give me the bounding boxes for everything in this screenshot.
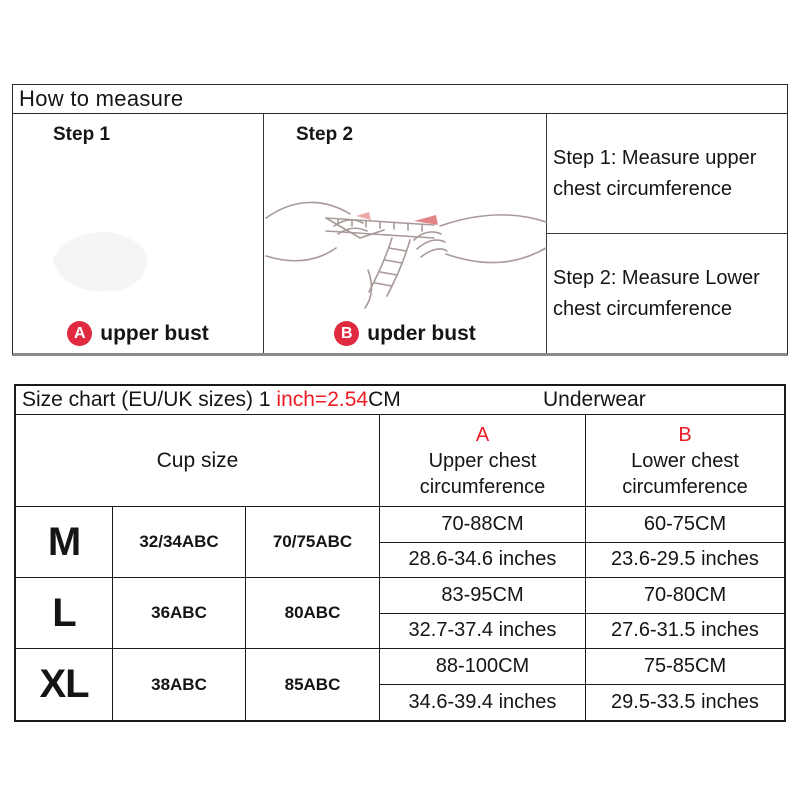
size-label: M xyxy=(16,507,113,577)
step1-label: Step 1 xyxy=(53,124,111,145)
upper-chest-cm: 70-88CM xyxy=(380,507,585,543)
table-row-m xyxy=(16,506,784,577)
size-chart-title xyxy=(16,386,784,415)
badge-b-icon: B xyxy=(334,321,359,346)
lower-chest-inches: 29.5-33.5 inches xyxy=(611,691,759,713)
lower-chest-values xyxy=(586,649,784,720)
upper-bust-text: upper bust xyxy=(100,321,209,345)
eu-size: 70/75ABC xyxy=(246,507,380,577)
section-title: How to measure xyxy=(13,85,787,114)
step2-panel xyxy=(264,114,547,353)
eu-size: 80ABC xyxy=(246,578,380,648)
column-b-letter: B xyxy=(678,423,692,446)
lower-chest-cm: 60-75CM xyxy=(586,507,784,543)
title-prefix: Size chart (EU/UK sizes) 1 xyxy=(22,388,277,411)
size-label: XL xyxy=(16,649,113,720)
cup-size-header: Cup size xyxy=(16,415,380,506)
faded-illustration xyxy=(43,209,163,299)
column-a-label: Upper chest circumference xyxy=(419,449,546,498)
step2-label: Step 2 xyxy=(296,124,354,145)
how-to-measure-section xyxy=(12,84,788,356)
lower-chest-values xyxy=(586,578,784,648)
table-row-xl xyxy=(16,648,784,720)
under-bust-caption xyxy=(264,321,546,346)
step1-instruction: Step 1: Measure upper chest circumference xyxy=(547,114,787,234)
lower-chest-inches: 23.6-29.5 inches xyxy=(611,548,759,571)
eu-size: 85ABC xyxy=(246,649,380,720)
lower-chest-header xyxy=(586,415,784,506)
step1-panel xyxy=(13,114,264,353)
upper-bust-caption xyxy=(13,321,263,346)
title-suffix: CM xyxy=(368,388,401,411)
step2-instruction: Step 2: Measure Lower chest circumference xyxy=(553,266,760,320)
upper-chest-cm: 83-95CM xyxy=(380,578,585,614)
upper-chest-cm: 88-100CM xyxy=(380,649,585,685)
lower-chest-cm: 75-85CM xyxy=(586,649,784,685)
upper-chest-header xyxy=(380,415,586,506)
lower-chest-values xyxy=(586,507,784,577)
upper-chest-values xyxy=(380,578,586,648)
uk-size: 32/34ABC xyxy=(113,507,246,577)
lower-chest-inches: 27.6-31.5 inches xyxy=(611,619,759,642)
upper-chest-inches: 32.7-37.4 inches xyxy=(408,619,557,642)
title-conversion: inch=2.54 xyxy=(276,388,369,411)
badge-a-icon: A xyxy=(67,321,92,346)
column-a-letter: A xyxy=(475,423,490,446)
uk-size: 38ABC xyxy=(113,649,246,720)
instructions-panel xyxy=(547,114,787,353)
column-header-row xyxy=(16,415,784,506)
size-label: L xyxy=(16,578,113,648)
uk-size: 36ABC xyxy=(113,578,246,648)
underwear-label: Underwear xyxy=(543,388,646,411)
tape-measure-illustration xyxy=(264,172,547,312)
column-b-label: Lower chest circumference xyxy=(622,449,748,498)
table-row-l xyxy=(16,577,784,648)
size-chart-table xyxy=(14,384,786,722)
upper-chest-values xyxy=(380,649,586,720)
upper-chest-inches: 34.6-39.4 inches xyxy=(408,691,557,713)
upper-chest-inches: 28.6-34.6 inches xyxy=(408,548,557,571)
measure-content xyxy=(13,114,787,353)
lower-chest-cm: 70-80CM xyxy=(586,578,784,614)
upper-chest-values xyxy=(380,507,586,577)
under-bust-text: upder bust xyxy=(367,321,476,345)
